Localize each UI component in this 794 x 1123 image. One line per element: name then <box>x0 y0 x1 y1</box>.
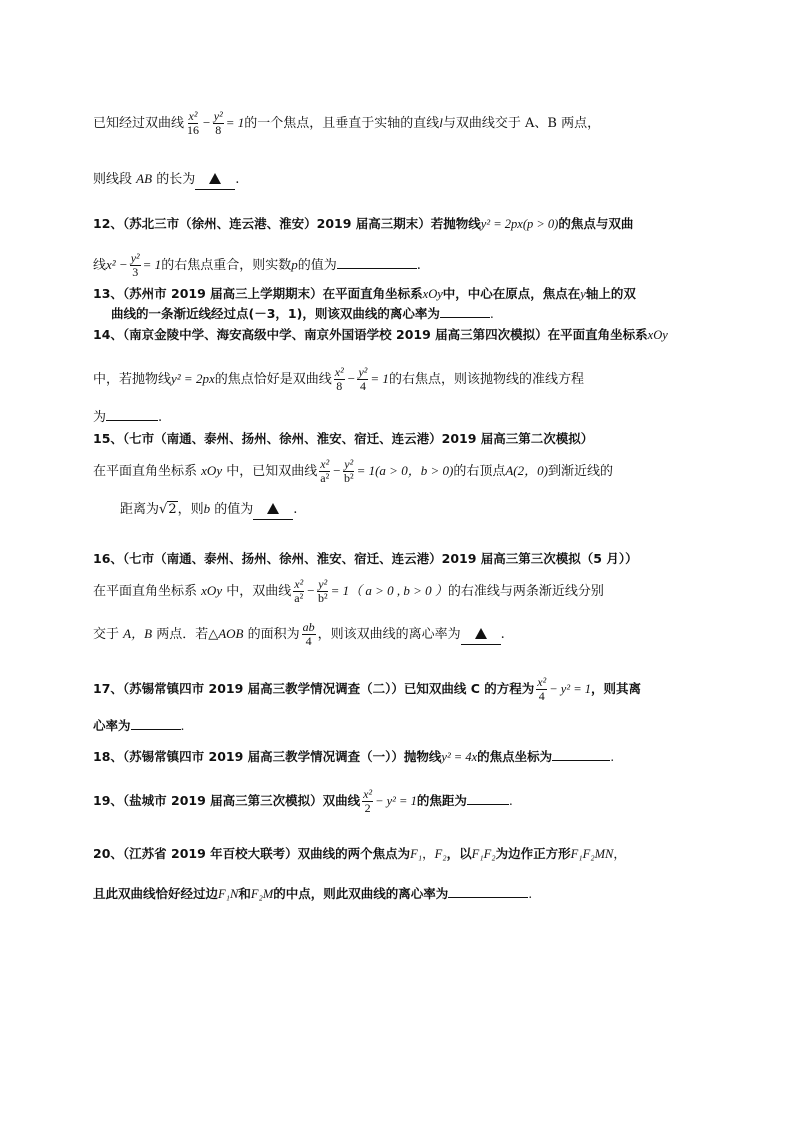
answer-blank-triangle <box>461 626 501 645</box>
q16-line2: 在平面直角坐标系 xOy 中，双曲线 $\frac{\text{x²}}{\text{a²}}$ − $\frac{\text{y²}}{\text{b²}}$ = 1（ a > 0 , b > 0 ）的右准线与两条渐近线分别 <box>93 577 604 605</box>
q11-frac-x: $\frac{\text{x²}}{16}$ <box>187 109 200 137</box>
q15-line2: 在平面直角坐标系 xOy 中，已知双曲线 $\frac{\text{x²}}{\text{a²}}$ − $\frac{\text{y²}}{\text{b²}}$ = 1(a > 0，b > 0)的右顶点A(2，0)到渐近线的 <box>93 457 613 485</box>
triangle-icon <box>267 503 279 514</box>
q17-frac: $\frac{\text{x²}}{4}$ <box>537 675 547 703</box>
q16-line3: 交于 A，B 两点．若△AOB 的面积为 $\frac{ab}{4}$ ，则该双曲线的离心率为 . <box>93 620 505 648</box>
q11-line1: 已知经过双曲线 $\frac{\text{x²}}{16}$ − $\frac{\text{y²}}{8}$ = 1的一个焦点，且垂直于实轴的直线l与双曲线交于 A、B 两点， <box>93 109 601 137</box>
q15-line3: 距离为√2，则b 的值为 . <box>120 500 297 520</box>
q12-line2: 线x² − $\frac{\text{y²}}{3}$ = 1的右焦点重合，则实数p的值为 . <box>93 251 421 279</box>
answer-blank <box>106 408 158 421</box>
q18-line1: 18、（苏锡常镇四市 2019 届高三教学情况调查（一））抛物线y² = 4x的焦点坐标为 . <box>93 749 615 764</box>
q12-line1: 12、（苏北三市（徐州、连云港、淮安）2019 届高三期末）若抛物线y² = 2px(p > 0)的焦点与双曲 <box>93 216 634 231</box>
triangle-icon <box>209 173 221 184</box>
q11-line2: 则线段 AB 的长为 . <box>93 170 239 190</box>
q17-line2: 心率为 . <box>93 718 185 733</box>
answer-blank-triangle <box>253 501 293 520</box>
answer-blank-triangle <box>195 171 235 190</box>
q17-line1: 17、（苏锡常镇四市 2019 届高三教学情况调查（二））已知双曲线 C 的方程为 $\frac{\text{x²}}{4}$ − y² = 1，则其离 <box>93 675 642 703</box>
q16-frac-x: $\frac{\text{x²}}{\text{a²}}$ <box>294 577 304 605</box>
answer-blank <box>552 748 610 761</box>
q19-line1: 19、（盐城市 2019 届高三第三次模拟）双曲线 $\frac{\text{x²}}{2}$ − y² = 1的焦距为 . <box>93 787 513 815</box>
q15-frac-y: $\frac{\text{y²}}{\text{b²}}$ <box>343 457 354 485</box>
q20-line2: 且此双曲线恰好经过边F₁N和F₂M的中点，则此双曲线的离心率为 . <box>93 886 533 901</box>
q20-line1: 20、（江苏省 2019 年百校大联考）双曲线的两个焦点为F₁，F₂，以F₁F₂为边作正方形F₁F₂MN， <box>93 846 626 861</box>
triangle-icon <box>475 628 487 639</box>
q14-line3: 为 . <box>93 410 163 425</box>
q13-line2: 曲线的一条渐近线经过点(－3，1)，则该双曲线的离心率为 . <box>111 306 494 321</box>
q13-line1: 13、（苏州市 2019 届高三上学期期末）在平面直角坐标系xOy中，中心在原点，焦点在y轴上的双 <box>93 286 636 301</box>
q15-line1: 15、（七市（南通、泰州、扬州、徐州、淮安、宿迁、连云港）2019 届高三第二次模拟） <box>93 431 594 446</box>
answer-blank <box>337 256 417 269</box>
q11-text: 已知经过双曲线 <box>93 116 185 131</box>
q12-frac: $\frac{\text{y²}}{3}$ <box>130 251 140 279</box>
q11-frac-y: $\frac{\text{y²}}{8}$ <box>213 109 223 137</box>
q14-frac-y: $\frac{\text{y²}}{4}$ <box>358 365 368 393</box>
answer-blank <box>440 305 490 318</box>
q16-line1: 16、（七市（南通、泰州、扬州、徐州、淮安、宿迁、连云港）2019 届高三第三次模拟（5 月）） <box>93 551 638 566</box>
answer-blank <box>467 792 509 805</box>
q14-line2: 中，若抛物线y² = 2px的焦点恰好是双曲线 $\frac{\text{x²}}{8}$ − $\frac{\text{y²}}{4}$ = 1的右焦点，则该抛物线的准线方程 <box>93 365 584 393</box>
answer-blank <box>448 885 528 898</box>
q19-frac: $\frac{\text{x²}}{2}$ <box>363 787 373 815</box>
answer-blank <box>131 717 181 730</box>
q14-line1: 14、（南京金陵中学、海安高级中学、南京外国语学校 2019 届高三第四次模拟）在平面直角坐标系xOy <box>93 327 668 342</box>
q16-frac-y: $\frac{\text{y²}}{\text{b²}}$ <box>317 577 328 605</box>
q14-frac-x: $\frac{\text{x²}}{8}$ <box>334 365 344 393</box>
q15-frac-x: $\frac{\text{x²}}{\text{a²}}$ <box>320 457 330 485</box>
q16-frac-area: $\frac{ab}{4}$ <box>302 620 315 648</box>
